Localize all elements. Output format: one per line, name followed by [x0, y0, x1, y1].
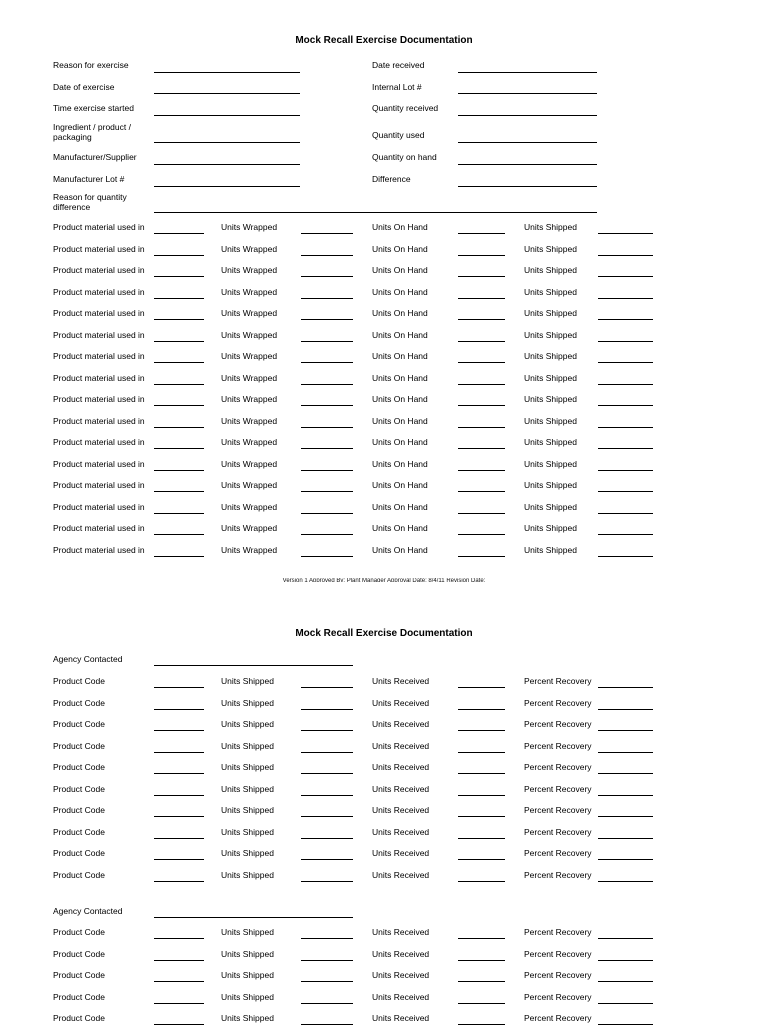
product-code-row-label: Product Code: [53, 1013, 105, 1023]
material-row-label: Units Shipped: [524, 394, 577, 404]
product-code-row-field[interactable]: [301, 1003, 353, 1004]
material-row-field[interactable]: [301, 427, 353, 428]
material-row-label: Units Wrapped: [221, 243, 278, 254]
material-row-label: Product material used in: [53, 243, 145, 254]
header-right-field[interactable]: [458, 72, 597, 73]
material-row-label: Units Wrapped: [221, 222, 278, 232]
material-row-label: Units On Hand: [372, 372, 428, 383]
product-code-row-field[interactable]: [598, 773, 653, 774]
material-row-field[interactable]: [458, 298, 505, 299]
material-row-label: Units Shipped: [524, 480, 577, 490]
product-code-row-label: Units Received: [372, 869, 430, 880]
reason-quantity-difference-field[interactable]: [154, 212, 597, 213]
material-row-label: Units Wrapped: [221, 372, 278, 383]
material-row-label: Units Wrapped: [221, 329, 278, 340]
product-code-row-field[interactable]: [301, 687, 353, 688]
material-row-field[interactable]: [154, 276, 204, 277]
material-row-label: Units Wrapped: [221, 265, 278, 275]
material-row-label: Product material used in: [53, 523, 145, 533]
product-code-row-field[interactable]: [598, 816, 653, 817]
header-right-field[interactable]: [458, 186, 597, 187]
product-code-row-label: Percent Recovery: [524, 740, 592, 751]
product-code-row-label: Units Received: [372, 740, 430, 751]
material-row-label: Units Wrapped: [221, 480, 278, 490]
material-row-label: Units On Hand: [372, 437, 428, 447]
product-code-row-field[interactable]: [598, 709, 653, 710]
product-code-row-label: Percent Recovery: [524, 697, 592, 708]
product-code-row-field[interactable]: [458, 1003, 505, 1004]
product-code-row-field[interactable]: [458, 816, 505, 817]
header-left-field[interactable]: [154, 93, 300, 94]
material-row-label: Units Shipped: [524, 351, 577, 361]
product-code-row-field[interactable]: [154, 795, 204, 796]
material-row-field[interactable]: [154, 448, 204, 449]
product-code-row-label: Product Code: [53, 719, 105, 729]
material-row-field[interactable]: [301, 384, 353, 385]
header-left-label: Date of exercise: [53, 82, 115, 92]
product-code-row-field[interactable]: [458, 881, 505, 882]
product-code-row-label: Units Received: [372, 697, 430, 708]
header-right-label: Quantity on hand: [372, 152, 437, 162]
material-row-field[interactable]: [301, 255, 353, 256]
product-code-row-field[interactable]: [598, 730, 653, 731]
product-code-row-label: Product Code: [53, 805, 105, 815]
header-left-field[interactable]: [154, 164, 300, 165]
product-code-row-field[interactable]: [458, 981, 505, 982]
product-code-row-field[interactable]: [598, 938, 653, 939]
product-code-row-field[interactable]: [154, 773, 204, 774]
material-row-label: Units Wrapped: [221, 544, 278, 555]
material-row-field[interactable]: [154, 470, 204, 471]
product-code-row-label: Percent Recovery: [524, 826, 592, 837]
header-right-label: Quantity received: [372, 103, 439, 113]
product-code-row-field[interactable]: [458, 838, 505, 839]
agency-contacted-label: Agency Contacted: [53, 906, 123, 916]
product-code-row-label: Units Received: [372, 805, 430, 815]
product-code-row-field[interactable]: [458, 938, 505, 939]
header-left-field[interactable]: [154, 186, 300, 187]
material-row-field[interactable]: [301, 319, 353, 320]
material-row-label: Units On Hand: [372, 523, 428, 533]
material-row-label: Product material used in: [53, 372, 145, 383]
reason-quantity-difference-label: Reason for quantity difference: [53, 192, 127, 212]
material-row-label: Units Wrapped: [221, 501, 278, 512]
agency-contacted-field[interactable]: [154, 665, 353, 666]
material-row-field[interactable]: [598, 556, 653, 557]
material-row-field[interactable]: [458, 513, 505, 514]
product-code-row-field[interactable]: [458, 709, 505, 710]
material-row-field[interactable]: [301, 556, 353, 557]
product-code-row-label: Units Shipped: [221, 1013, 274, 1023]
product-code-row-field[interactable]: [301, 938, 353, 939]
product-code-row-label: Percent Recovery: [524, 783, 592, 794]
material-row-label: Units On Hand: [372, 458, 428, 469]
material-row-field[interactable]: [301, 362, 353, 363]
material-row-field[interactable]: [598, 427, 653, 428]
header-right-label: Date received: [372, 60, 425, 70]
material-row-field[interactable]: [154, 384, 204, 385]
product-code-row-label: Product Code: [53, 869, 105, 880]
header-left-label: Manufacturer Lot #: [53, 174, 125, 184]
material-row-field[interactable]: [458, 384, 505, 385]
product-code-row-label: Units Shipped: [221, 783, 274, 794]
material-row-label: Units Shipped: [524, 286, 577, 297]
product-code-row-field[interactable]: [458, 687, 505, 688]
product-code-row-label: Percent Recovery: [524, 719, 592, 729]
material-row-label: Product material used in: [53, 308, 145, 318]
product-code-row-label: Product Code: [53, 970, 105, 980]
material-row-label: Units Wrapped: [221, 394, 278, 404]
material-row-label: Product material used in: [53, 286, 145, 297]
header-left-label: Manufacturer/Supplier: [53, 152, 137, 162]
material-row-field[interactable]: [458, 405, 505, 406]
material-row-label: Units Shipped: [524, 458, 577, 469]
material-row-field[interactable]: [301, 470, 353, 471]
material-row-label: Units Wrapped: [221, 458, 278, 469]
header-right-label: Quantity used: [372, 130, 425, 140]
product-code-row-label: Units Received: [372, 676, 430, 686]
product-code-row-label: Product Code: [53, 676, 105, 686]
material-row-label: Units On Hand: [372, 286, 428, 297]
product-code-row-label: Units Shipped: [221, 826, 274, 837]
product-code-row-field[interactable]: [154, 752, 204, 753]
product-code-row-field[interactable]: [301, 752, 353, 753]
material-row-label: Units Shipped: [524, 523, 577, 533]
material-row-field[interactable]: [301, 513, 353, 514]
product-code-row-label: Units Received: [372, 848, 430, 858]
product-code-row-field[interactable]: [458, 730, 505, 731]
material-row-label: Units Wrapped: [221, 308, 278, 318]
version-footer: Version 1 Approved By: Plant Manager Approval Date: 8/4/11 Revision Date:: [282, 578, 486, 582]
material-row-label: Units Wrapped: [221, 437, 278, 447]
material-row-field[interactable]: [301, 405, 353, 406]
product-code-row-label: Percent Recovery: [524, 991, 592, 1002]
material-row-label: Units On Hand: [372, 501, 428, 512]
product-code-row-label: Product Code: [53, 697, 105, 708]
material-row-field[interactable]: [154, 534, 204, 535]
material-row-label: Units On Hand: [372, 351, 428, 361]
product-code-row-field[interactable]: [301, 881, 353, 882]
product-code-row-label: Product Code: [53, 826, 105, 837]
material-row-field[interactable]: [598, 448, 653, 449]
material-row-label: Product material used in: [53, 222, 145, 232]
header-right-field[interactable]: [458, 115, 597, 116]
product-code-row-label: Product Code: [53, 762, 105, 772]
product-code-row-label: Units Shipped: [221, 762, 274, 772]
product-code-row-field[interactable]: [154, 981, 204, 982]
product-code-row-field[interactable]: [598, 960, 653, 961]
product-code-row-field[interactable]: [598, 1003, 653, 1004]
product-code-row-label: Units Shipped: [221, 848, 274, 858]
product-code-row-label: Percent Recovery: [524, 970, 592, 980]
material-row-field[interactable]: [458, 448, 505, 449]
product-code-row-field[interactable]: [301, 816, 353, 817]
product-code-row-field[interactable]: [154, 938, 204, 939]
product-code-row-label: Product Code: [53, 783, 105, 794]
product-code-row-label: Units Received: [372, 927, 430, 937]
product-code-row-label: Units Shipped: [221, 719, 274, 729]
header-right-label: Difference: [372, 174, 411, 184]
material-row-field[interactable]: [154, 233, 204, 234]
material-row-field[interactable]: [154, 405, 204, 406]
material-row-field[interactable]: [154, 341, 204, 342]
material-row-label: Units Wrapped: [221, 286, 278, 297]
product-code-row-field[interactable]: [598, 859, 653, 860]
material-row-label: Product material used in: [53, 265, 145, 275]
product-code-row-field[interactable]: [598, 752, 653, 753]
header-left-field[interactable]: [154, 115, 300, 116]
product-code-row-label: Product Code: [53, 848, 105, 858]
material-row-field[interactable]: [458, 319, 505, 320]
material-row-label: Units Shipped: [524, 222, 577, 232]
product-code-row-label: Units Shipped: [221, 991, 274, 1002]
product-code-row-field[interactable]: [598, 981, 653, 982]
product-code-row-field[interactable]: [458, 773, 505, 774]
product-code-row-field[interactable]: [598, 795, 653, 796]
material-row-label: Units Shipped: [524, 437, 577, 447]
page1-title: Mock Recall Exercise Documentation: [295, 35, 473, 46]
page2-title: Mock Recall Exercise Documentation: [295, 628, 473, 639]
material-row-label: Product material used in: [53, 394, 145, 404]
material-row-label: Units Shipped: [524, 308, 577, 318]
material-row-field[interactable]: [301, 276, 353, 277]
material-row-label: Units On Hand: [372, 544, 428, 555]
product-code-row-label: Units Received: [372, 719, 430, 729]
product-code-row-field[interactable]: [458, 752, 505, 753]
product-code-row-label: Units Received: [372, 762, 430, 772]
product-code-row-label: Units Shipped: [221, 697, 274, 708]
product-code-row-label: Units Shipped: [221, 927, 274, 937]
material-row-label: Units On Hand: [372, 308, 428, 318]
material-row-label: Units Wrapped: [221, 351, 278, 361]
material-row-label: Units Shipped: [524, 243, 577, 254]
material-row-field[interactable]: [154, 255, 204, 256]
material-row-field[interactable]: [301, 341, 353, 342]
material-row-label: Units On Hand: [372, 265, 428, 275]
product-code-row-field[interactable]: [301, 795, 353, 796]
material-row-label: Units On Hand: [372, 329, 428, 340]
header-left-label: Ingredient / product / packaging: [53, 122, 131, 142]
product-code-row-label: Percent Recovery: [524, 848, 592, 858]
product-code-row-label: Product Code: [53, 927, 105, 937]
material-row-label: Product material used in: [53, 329, 145, 340]
product-code-row-field[interactable]: [154, 881, 204, 882]
material-row-field[interactable]: [598, 362, 653, 363]
material-row-field[interactable]: [598, 298, 653, 299]
material-row-label: Units On Hand: [372, 480, 428, 490]
material-row-label: Product material used in: [53, 544, 145, 555]
product-code-row-label: Units Received: [372, 1013, 430, 1023]
material-row-field[interactable]: [154, 319, 204, 320]
header-left-field[interactable]: [154, 72, 300, 73]
product-code-row-label: Product Code: [53, 948, 105, 959]
material-row-field[interactable]: [154, 513, 204, 514]
material-row-field[interactable]: [598, 233, 653, 234]
material-row-label: Product material used in: [53, 437, 145, 447]
product-code-row-field[interactable]: [301, 773, 353, 774]
material-row-field[interactable]: [301, 534, 353, 535]
product-code-row-label: Units Received: [372, 970, 430, 980]
material-row-label: Units On Hand: [372, 222, 428, 232]
material-row-field[interactable]: [598, 255, 653, 256]
material-row-field[interactable]: [301, 448, 353, 449]
product-code-row-label: Percent Recovery: [524, 927, 592, 937]
product-code-row-field[interactable]: [301, 981, 353, 982]
material-row-label: Units Shipped: [524, 501, 577, 512]
product-code-row-label: Percent Recovery: [524, 805, 592, 815]
product-code-row-field[interactable]: [458, 795, 505, 796]
product-code-row-field[interactable]: [154, 1003, 204, 1004]
product-code-row-label: Units Received: [372, 826, 430, 837]
product-code-row-label: Units Shipped: [221, 948, 274, 959]
product-code-row-field[interactable]: [154, 816, 204, 817]
material-row-label: Units Shipped: [524, 265, 577, 275]
material-row-field[interactable]: [458, 362, 505, 363]
product-code-row-label: Units Shipped: [221, 676, 274, 686]
product-code-row-field[interactable]: [154, 709, 204, 710]
product-code-row-label: Units Shipped: [221, 805, 274, 815]
material-row-label: Units On Hand: [372, 394, 428, 404]
header-right-field[interactable]: [458, 164, 597, 165]
product-code-row-field[interactable]: [154, 859, 204, 860]
material-row-field[interactable]: [598, 405, 653, 406]
product-code-row-label: Percent Recovery: [524, 869, 592, 880]
material-row-label: Product material used in: [53, 458, 145, 469]
product-code-row-field[interactable]: [598, 881, 653, 882]
header-right-field[interactable]: [458, 93, 597, 94]
material-row-field[interactable]: [458, 470, 505, 471]
product-code-row-field[interactable]: [458, 960, 505, 961]
product-code-row-label: Units Received: [372, 991, 430, 1002]
material-row-field[interactable]: [598, 276, 653, 277]
header-right-field[interactable]: [458, 142, 597, 143]
product-code-row-field[interactable]: [301, 709, 353, 710]
material-row-label: Product material used in: [53, 351, 145, 361]
material-row-field[interactable]: [598, 491, 653, 492]
product-code-row-field[interactable]: [301, 838, 353, 839]
material-row-field[interactable]: [598, 534, 653, 535]
product-code-row-label: Units Shipped: [221, 970, 274, 980]
agency-contacted-label: Agency Contacted: [53, 654, 123, 664]
material-row-field[interactable]: [598, 319, 653, 320]
material-row-label: Product material used in: [53, 415, 145, 426]
material-row-field[interactable]: [154, 491, 204, 492]
material-row-label: Units Wrapped: [221, 415, 278, 426]
material-row-label: Product material used in: [53, 480, 145, 490]
material-row-field[interactable]: [458, 534, 505, 535]
material-row-label: Product material used in: [53, 501, 145, 512]
product-code-row-label: Percent Recovery: [524, 676, 592, 686]
material-row-field[interactable]: [598, 470, 653, 471]
product-code-row-label: Units Shipped: [221, 740, 274, 751]
product-code-row-field[interactable]: [154, 960, 204, 961]
material-row-label: Units Shipped: [524, 544, 577, 555]
material-row-field[interactable]: [301, 491, 353, 492]
product-code-row-field[interactable]: [598, 687, 653, 688]
product-code-row-label: Percent Recovery: [524, 948, 592, 959]
material-row-label: Units Wrapped: [221, 523, 278, 533]
product-code-row-field[interactable]: [301, 730, 353, 731]
product-code-row-field[interactable]: [154, 730, 204, 731]
material-row-field[interactable]: [598, 341, 653, 342]
material-row-field[interactable]: [301, 298, 353, 299]
product-code-row-label: Product Code: [53, 991, 105, 1002]
product-code-row-field[interactable]: [301, 960, 353, 961]
material-row-field[interactable]: [458, 491, 505, 492]
material-row-field[interactable]: [154, 298, 204, 299]
material-row-field[interactable]: [301, 233, 353, 234]
material-row-label: Units Shipped: [524, 329, 577, 340]
header-left-label: Time exercise started: [53, 103, 134, 113]
product-code-row-field[interactable]: [154, 838, 204, 839]
material-row-field[interactable]: [154, 556, 204, 557]
product-code-row-label: Product Code: [53, 740, 105, 751]
product-code-row-label: Units Received: [372, 948, 430, 959]
material-row-field[interactable]: [458, 255, 505, 256]
material-row-label: Units On Hand: [372, 415, 428, 426]
material-row-field[interactable]: [598, 513, 653, 514]
product-code-row-label: Units Shipped: [221, 869, 274, 880]
material-row-field[interactable]: [598, 384, 653, 385]
product-code-row-label: Units Received: [372, 783, 430, 794]
material-row-label: Units Shipped: [524, 415, 577, 426]
material-row-field[interactable]: [154, 362, 204, 363]
product-code-row-field[interactable]: [301, 859, 353, 860]
header-left-label: Reason for exercise: [53, 60, 129, 70]
header-right-label: Internal Lot #: [372, 82, 422, 92]
agency-contacted-field[interactable]: [154, 917, 353, 918]
material-row-label: Units Shipped: [524, 372, 577, 383]
material-row-label: Units On Hand: [372, 243, 428, 254]
material-row-field[interactable]: [458, 427, 505, 428]
header-left-field[interactable]: [154, 142, 300, 143]
product-code-row-field[interactable]: [154, 687, 204, 688]
product-code-row-field[interactable]: [458, 859, 505, 860]
material-row-field[interactable]: [458, 276, 505, 277]
product-code-row-field[interactable]: [598, 838, 653, 839]
product-code-row-label: Percent Recovery: [524, 1013, 592, 1023]
product-code-row-label: Percent Recovery: [524, 762, 592, 772]
material-row-field[interactable]: [458, 341, 505, 342]
material-row-field[interactable]: [458, 556, 505, 557]
material-row-field[interactable]: [458, 233, 505, 234]
material-row-field[interactable]: [154, 427, 204, 428]
